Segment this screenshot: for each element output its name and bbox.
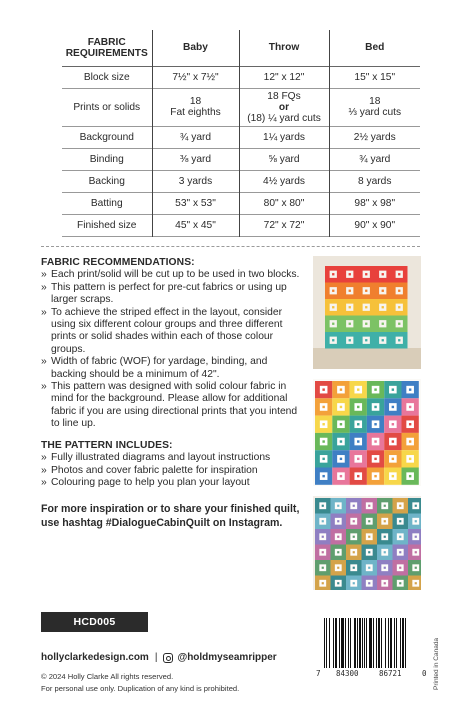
header-baby: Baby xyxy=(152,30,239,66)
quilt-dot xyxy=(392,440,394,442)
cell-bed: 90" x 90" xyxy=(329,214,420,236)
barcode-bar xyxy=(376,618,377,668)
quilt-dot xyxy=(409,423,411,425)
quilt-dot xyxy=(374,423,376,425)
quilt-dot xyxy=(322,520,324,522)
quilt-dot xyxy=(415,520,417,522)
quilt-dot xyxy=(415,536,417,538)
header-fabric-requirements: FABRIC REQUIREMENTS xyxy=(65,36,148,59)
barcode-bar xyxy=(350,618,351,668)
inspiration-text: For more inspiration or to share your finished quilt, use hashtag #DialogueCabinQuilt on Instagram. xyxy=(41,503,300,529)
instagram-icon xyxy=(163,653,173,663)
floor xyxy=(313,348,421,369)
printed-in-label xyxy=(433,620,447,690)
barcode-bar xyxy=(326,618,327,668)
quilt-dot xyxy=(337,520,339,522)
barcode-bar xyxy=(396,618,397,668)
table-row xyxy=(62,88,420,126)
bed-count: 18 xyxy=(369,96,381,107)
quilt-dot xyxy=(392,458,394,460)
quilt-dot xyxy=(340,475,342,477)
quilt-dot xyxy=(332,306,334,308)
pattern-code-badge: HCD005 xyxy=(41,612,148,632)
barcode-bar xyxy=(324,618,325,668)
quilt-photo-soft xyxy=(313,496,421,590)
list-item: » Width of fabric (WOF) for yardage, binding, and backing should be a minimum of 42". xyxy=(41,356,303,381)
quilt-dot xyxy=(322,458,324,460)
quilt-dot xyxy=(365,306,367,308)
barcode-bar xyxy=(364,618,365,668)
quilt-dot xyxy=(322,406,324,408)
quilt-dot xyxy=(365,290,367,292)
quilt-dot xyxy=(392,423,394,425)
barcode-bar xyxy=(359,618,361,668)
barcode-bar xyxy=(339,618,340,668)
table-row xyxy=(62,214,420,236)
row-label: Prints or solids xyxy=(73,101,141,113)
header-throw: Throw xyxy=(239,30,329,66)
barcode-bar xyxy=(405,618,406,668)
barcode-bar xyxy=(354,618,356,668)
quilt-image xyxy=(313,256,421,369)
bed-cut: ⅓ yard cuts xyxy=(348,107,402,118)
recommendations-title: FABRIC RECOMMENDATIONS: xyxy=(41,257,195,268)
barcode-first-digit: 7 xyxy=(316,669,321,678)
row-label: Finished size xyxy=(77,219,137,231)
quilt-dot xyxy=(357,440,359,442)
quilt-dot xyxy=(349,273,351,275)
quilt-dot xyxy=(384,551,386,553)
quilt-dot xyxy=(392,475,394,477)
quilt-dot xyxy=(368,505,370,507)
barcode-bar xyxy=(345,618,346,668)
quilt-dot xyxy=(365,273,367,275)
quilt-dot xyxy=(392,388,394,390)
quilt-dot xyxy=(340,423,342,425)
cell-throw: 12" x 12" xyxy=(239,66,329,88)
usage-text: For personal use only. Duplication of any kind is prohibited. xyxy=(41,684,240,693)
quilt-dot xyxy=(392,406,394,408)
row-label: Batting xyxy=(90,197,123,209)
quilt-dot xyxy=(384,505,386,507)
quilt-dot xyxy=(332,290,334,292)
list-item: » Photos and cover fabric palette for inspiration xyxy=(41,465,303,477)
quilt-dot xyxy=(374,440,376,442)
barcode-bar xyxy=(381,618,382,668)
barcode-bar xyxy=(400,618,401,668)
quilt-dot xyxy=(382,323,384,325)
row-label: Backing xyxy=(88,175,125,187)
copyright-text: © 2024 Holly Clarke All rights reserved. xyxy=(41,672,174,681)
barcode-left-digits: 84300 xyxy=(336,669,359,678)
barcode-bar xyxy=(394,618,395,668)
row-label: Background xyxy=(79,131,134,143)
quilt-dot xyxy=(368,567,370,569)
quilt-dot xyxy=(415,582,417,584)
includes-list xyxy=(41,452,303,489)
quilt-dot xyxy=(322,536,324,538)
quilt-dot xyxy=(353,505,355,507)
quilt-dot xyxy=(382,306,384,308)
quilt-dot xyxy=(374,388,376,390)
cell-bed: 15" x 15" xyxy=(329,66,420,88)
row-label: Binding xyxy=(89,153,124,165)
throw-cut: (18) ¼ yard cuts xyxy=(247,112,321,124)
cell-baby: 45" x 45" xyxy=(152,214,239,236)
quilt-dot xyxy=(353,567,355,569)
cell-throw xyxy=(239,88,329,126)
printed-in-text: Printed in Canada xyxy=(433,637,440,690)
barcode xyxy=(316,618,428,678)
baby-count: 18 xyxy=(189,96,202,107)
quilt-dot xyxy=(353,582,355,584)
cell-baby xyxy=(152,88,239,126)
barcode-right-digits: 86721 xyxy=(379,669,402,678)
quilt-dot xyxy=(340,388,342,390)
quilt-dot xyxy=(357,458,359,460)
quilt-dot xyxy=(322,440,324,442)
quilt-dot xyxy=(365,339,367,341)
table-row xyxy=(62,66,420,88)
quilt-photo-rainbow xyxy=(313,256,421,369)
quilt-dot xyxy=(353,551,355,553)
quilt-dot xyxy=(409,406,411,408)
quilt-dot xyxy=(337,582,339,584)
list-item: » This pattern was designed with solid colour fabric in mind for the background. Please allow for additional fabric if you are using directional prints that you intend to line up. xyxy=(41,381,303,431)
quilt-dot xyxy=(337,536,339,538)
quilt-image xyxy=(313,379,421,486)
cell-baby: 53" x 53" xyxy=(152,192,239,214)
table-row xyxy=(62,192,420,214)
cell-bed xyxy=(329,88,420,126)
cell-bed: 8 yards xyxy=(329,170,420,192)
quilt-dot xyxy=(332,323,334,325)
recommendations-list xyxy=(41,269,303,430)
separator: | xyxy=(154,652,158,663)
header-bed: Bed xyxy=(329,30,420,66)
quilt-dot xyxy=(337,505,339,507)
fabric-requirements-table xyxy=(62,30,420,237)
cell-baby: ¾ yard xyxy=(152,126,239,148)
barcode-bar xyxy=(341,618,344,668)
barcode-bars xyxy=(324,618,420,668)
quilt-dot xyxy=(349,323,351,325)
barcode-bar xyxy=(333,618,334,668)
quilt-dot xyxy=(384,567,386,569)
barcode-bar xyxy=(366,618,367,668)
quilt-dot xyxy=(349,290,351,292)
quilt-dot xyxy=(384,536,386,538)
quilt-dot xyxy=(384,582,386,584)
quilt-dot xyxy=(398,339,400,341)
quilt-dot xyxy=(382,339,384,341)
quilt-dot xyxy=(337,551,339,553)
quilt-dot xyxy=(340,458,342,460)
quilt-dot xyxy=(415,551,417,553)
quilt-dot xyxy=(337,567,339,569)
quilt-dot xyxy=(399,536,401,538)
quilt-dot xyxy=(415,505,417,507)
quilt-dot xyxy=(353,536,355,538)
includes-title: THE PATTERN INCLUDES: xyxy=(41,439,173,451)
cell-throw: 1¼ yards xyxy=(239,126,329,148)
quilt-dot xyxy=(353,520,355,522)
quilt-dot xyxy=(357,475,359,477)
quilt-dot xyxy=(368,536,370,538)
quilt-dot xyxy=(398,273,400,275)
quilt-dot xyxy=(409,475,411,477)
quilt-dot xyxy=(382,273,384,275)
list-item: » To achieve the striped effect in the layout, consider using six different colour groups and three different prints or solid shades within each of those colour groups. xyxy=(41,307,303,357)
quilt-dot xyxy=(399,567,401,569)
table-row xyxy=(62,126,420,148)
quilt-dot xyxy=(322,423,324,425)
quilt-photo-scrappy xyxy=(313,379,421,486)
quilt-dot xyxy=(365,323,367,325)
quilt-dot xyxy=(374,406,376,408)
cell-baby: ⅜ yard xyxy=(152,148,239,170)
throw-fq: 18 FQs xyxy=(267,90,301,102)
cell-bed: 98" x 98" xyxy=(329,192,420,214)
footer-links xyxy=(41,652,277,663)
cell-throw: 72" x 72" xyxy=(239,214,329,236)
barcode-bar xyxy=(373,618,374,668)
quilt-dot xyxy=(349,306,351,308)
quilt-dot xyxy=(368,551,370,553)
quilt-dot xyxy=(322,582,324,584)
quilt-dot xyxy=(374,458,376,460)
cell-throw: 80" x 80" xyxy=(239,192,329,214)
table-row xyxy=(62,148,420,170)
table-header-row xyxy=(62,30,420,66)
barcode-bar xyxy=(348,618,349,668)
barcode-bar xyxy=(388,618,389,668)
quilt-image xyxy=(313,496,421,590)
throw-or: or xyxy=(278,101,290,113)
quilt-dot xyxy=(398,306,400,308)
barcode-bar xyxy=(357,618,358,668)
quilt-dot xyxy=(322,505,324,507)
quilt-dot xyxy=(415,567,417,569)
barcode-bar xyxy=(378,618,380,668)
quilt-dot xyxy=(357,388,359,390)
cell-bed: ¾ yard xyxy=(329,148,420,170)
barcode-bar xyxy=(362,618,363,668)
barcode-bar xyxy=(390,618,392,668)
quilt-dot xyxy=(398,290,400,292)
quilt-dot xyxy=(340,440,342,442)
quilt-dot xyxy=(368,520,370,522)
barcode-bar xyxy=(329,618,330,668)
barcode-check-digit: 0 xyxy=(422,669,427,678)
quilt-dot xyxy=(399,505,401,507)
quilt-dot xyxy=(332,339,334,341)
recommendations-section xyxy=(41,257,303,530)
quilt-dot xyxy=(399,520,401,522)
quilt-dot xyxy=(322,475,324,477)
list-item: » Each print/solid will be cut up to be used in two blocks. xyxy=(41,269,303,281)
row-label: Block size xyxy=(83,71,130,83)
quilt-dot xyxy=(384,520,386,522)
cell-baby: 7½" x 7½" xyxy=(152,66,239,88)
quilt-dot xyxy=(409,388,411,390)
quilt-dot xyxy=(368,582,370,584)
quilt-dot xyxy=(322,551,324,553)
quilt-dot xyxy=(332,273,334,275)
barcode-bar xyxy=(385,618,386,668)
website-link[interactable]: hollyclarkedesign.com xyxy=(41,652,149,663)
table-row xyxy=(62,170,420,192)
list-item: » This pattern is perfect for pre-cut fabrics or using up larger scraps. xyxy=(41,282,303,307)
quilt-dot xyxy=(409,458,411,460)
instagram-handle[interactable]: @holdmyseamripper xyxy=(177,652,277,663)
quilt-dot xyxy=(322,567,324,569)
quilt-dot xyxy=(399,551,401,553)
quilt-dot xyxy=(357,423,359,425)
quilt-dot xyxy=(340,406,342,408)
baby-cut: Fat eighths xyxy=(170,107,221,118)
cell-throw: 4½ yards xyxy=(239,170,329,192)
cell-bed: 2½ yards xyxy=(329,126,420,148)
cell-baby: 3 yards xyxy=(152,170,239,192)
barcode-bar xyxy=(402,618,404,668)
quilt-dot xyxy=(409,440,411,442)
quilt-dot xyxy=(349,339,351,341)
quilt-dot xyxy=(374,475,376,477)
quilt-dot xyxy=(398,323,400,325)
cell-throw: ⅝ yard xyxy=(239,148,329,170)
quilt-dot xyxy=(382,290,384,292)
barcode-bar xyxy=(369,618,372,668)
list-item: » Colouring page to help you plan your layout xyxy=(41,477,303,489)
quilt-dot xyxy=(399,582,401,584)
dashed-divider xyxy=(41,246,420,247)
quilt-dot xyxy=(322,388,324,390)
barcode-bar xyxy=(335,618,337,668)
copyright-block xyxy=(41,671,239,695)
quilt-dot xyxy=(357,406,359,408)
list-item: » Fully illustrated diagrams and layout instructions xyxy=(41,452,303,464)
